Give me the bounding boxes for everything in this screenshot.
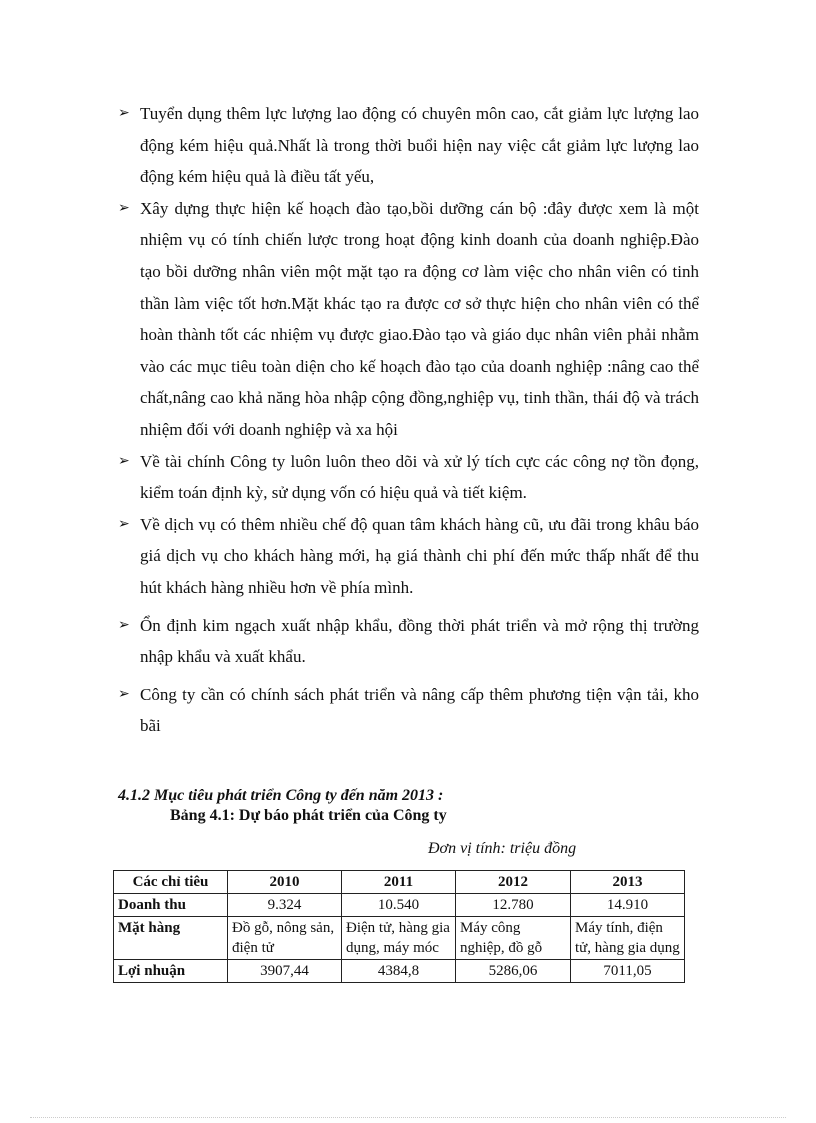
- table-cell: Đồ gỗ, nông sản, điện tử: [228, 917, 342, 960]
- section-heading: 4.1.2 Mục tiêu phát triển Công ty đến năm 2013 :: [118, 787, 444, 804]
- bullet-item: [113, 509, 699, 604]
- header-cell: Các chỉ tiêu: [114, 871, 228, 894]
- bullet-text: Xây dựng thực hiện kế hoạch đào tạo,bồi dưỡng cán bộ :đây được xem là một nhiệm vụ có tính chiến lược trong hoạt động kinh doanh của doanh nghiệp.Đào tạo bồi dưỡng nhân viên một mặt tạo ra động cơ làm việc cho nhân viên có tinh thần làm việc tốt hơn.Mặt khác tạo ra được cơ sở thực hiện cho nhân viên có thể hoàn thành tốt các nhiệm vụ được giao.Đào tạo và giáo dục nhân viên phải nhằm vào các mục tiêu toàn diện cho kế hoạch đào tạo của doanh nghiệp :nâng cao thể chất,nâng cao khả năng hòa nhập cộng đồng,nghiệp vụ, tinh thần, thái độ và trách nhiệm đối với doanh nghiệp và xa hội: [140, 198, 699, 439]
- row-label: Lợi nhuận: [114, 960, 228, 983]
- row-label: Doanh thu: [114, 894, 228, 917]
- row-label: Mặt hàng: [114, 917, 228, 960]
- table-title: Bảng 4.1: Dự báo phát triển của Công ty: [170, 807, 447, 824]
- table-cell: 12.780: [456, 894, 571, 917]
- header-cell: 2010: [228, 871, 342, 894]
- bullet-list: [113, 98, 699, 742]
- table-cell: 3907,44: [228, 960, 342, 983]
- table-cell: 5286,06: [456, 960, 571, 983]
- table-cell: 9.324: [228, 894, 342, 917]
- table-cell: 4384,8: [342, 960, 456, 983]
- forecast-table: [113, 870, 685, 983]
- bullet-item: [113, 193, 699, 446]
- table-cell: Máy công nghiệp, đồ gỗ: [456, 917, 571, 960]
- table-cell: Điện tử, hàng gia dụng, máy móc: [342, 917, 456, 960]
- arrow-bullet-icon: ➢: [118, 106, 130, 121]
- table-cell: 10.540: [342, 894, 456, 917]
- unit-note: Đơn vị tính: triệu đồng: [428, 840, 577, 857]
- bullet-text: Công ty cần có chính sách phát triển và nâng cấp thêm phương tiện vận tải, kho bãi: [140, 684, 699, 736]
- bullet-text: Về tài chính Công ty luôn luôn theo dõi và xử lý tích cực các công nợ tồn đọng, kiểm toán định kỳ, sử dụng vốn có hiệu quả và tiết kiệm.: [140, 451, 699, 503]
- table-header-row: [114, 871, 685, 894]
- arrow-bullet-icon: ➢: [118, 617, 130, 633]
- page-bottom-divider: [30, 1117, 786, 1118]
- header-cell: 2011: [342, 871, 456, 894]
- header-cell: 2012: [456, 871, 571, 894]
- table-cell: 7011,05: [571, 960, 685, 983]
- arrow-bullet-icon: ➢: [118, 516, 130, 532]
- bullet-item: [113, 98, 699, 193]
- table-row: [114, 917, 685, 960]
- arrow-bullet-icon: ➢: [118, 200, 130, 216]
- arrow-bullet-icon: ➢: [118, 686, 130, 702]
- bullet-item: [113, 679, 699, 742]
- bullet-text: Ổn định kim ngạch xuất nhập khẩu, đồng thời phát triển và mở rộng thị trường nhập khẩu và xuất khẩu.: [140, 615, 699, 667]
- table-cell: 14.910: [571, 894, 685, 917]
- table-cell: Máy tính, điện tử, hàng gia dụng: [571, 917, 685, 960]
- bullet-item: [113, 446, 699, 509]
- header-cell: 2013: [571, 871, 685, 894]
- table-row: [114, 960, 685, 983]
- table-row: [114, 894, 685, 917]
- bullet-text: Về dịch vụ có thêm nhiều chế độ quan tâm khách hàng cũ, ưu đãi trong khâu báo giá dịch vụ cho khách hàng mới, hạ giá thành chi phí đến mức thấp nhất để thu hút khách hàng nhiều hơn về phía mình.: [140, 514, 699, 597]
- arrow-bullet-icon: ➢: [118, 453, 130, 469]
- bullet-item: [113, 610, 699, 673]
- bullet-text: Tuyển dụng thêm lực lượng lao động có chuyên môn cao, cắt giảm lực lượng lao động kém hiệu quả.Nhất là trong thời buổi hiện nay việc cắt giảm lực lượng lao động kém hiệu quả là điều tất yếu,: [140, 104, 699, 187]
